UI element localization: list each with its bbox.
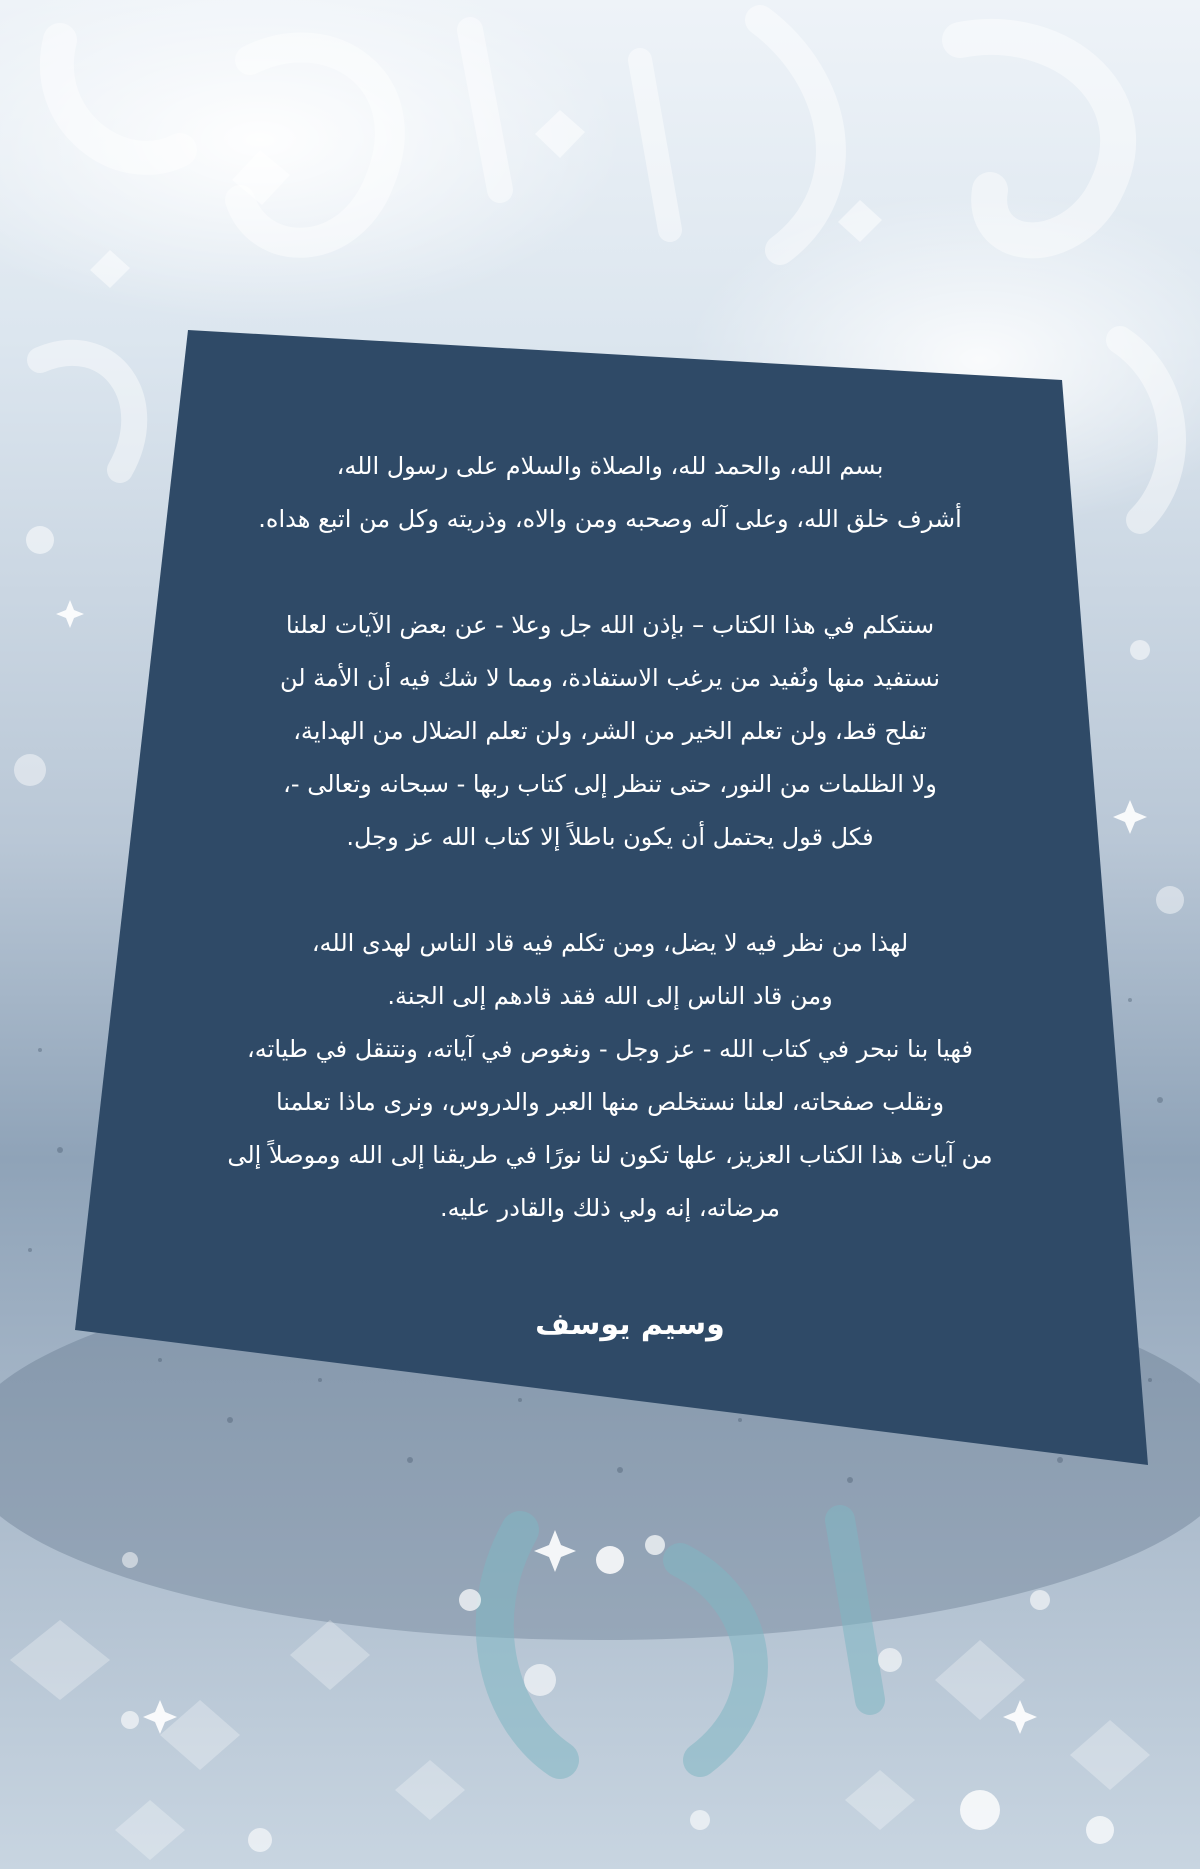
- text-line: فكل قول يحتمل أن يكون باطلاً إلا كتاب الله عز وجل.: [346, 823, 874, 851]
- text-line: تفلح قط، ولن تعلم الخير من الشر، ولن تعلم الضلال من الهداية،: [293, 717, 927, 745]
- text-line: ومن قاد الناس إلى الله فقد قادهم إلى الجنة.: [387, 982, 833, 1010]
- text-line: أشرف خلق الله، وعلى آله وصحبه ومن والاه، وذريته وكل من اتبع هداه.: [258, 505, 962, 533]
- text-line: ونقلب صفحاته، لعلنا نستخلص منها العبر والدروس، ونرى ماذا تعلمنا: [275, 1088, 945, 1116]
- text-line: فهيا بنا نبحر في كتاب الله - عز وجل - ونغوص في آياته، ونتنقل في طياته،: [247, 1035, 973, 1063]
- text-line: من آيات هذا الكتاب العزيز، علها تكون لنا نورًا في طريقنا إلى الله وموصلاً إلى: [227, 1141, 993, 1169]
- text-line: مرضاته، إنه ولي ذلك والقادر عليه.: [440, 1194, 780, 1222]
- text-line: لهذا من نظر فيه لا يضل، ومن تكلم فيه قاد الناس لهدى الله،: [311, 929, 909, 957]
- preface-text: [150, 440, 1070, 1235]
- paragraph-opening: [150, 440, 1070, 546]
- text-line: بسم الله، والحمد لله، والصلاة والسلام على رسول الله،: [336, 452, 884, 480]
- paragraph-closing: [150, 917, 1070, 1235]
- text-line: سنتكلم في هذا الكتاب – بإذن الله جل وعلا - عن بعض الآيات لعلنا: [285, 611, 935, 639]
- text-line: ولا الظلمات من النور، حتى تنظر إلى كتاب ربها - سبحانه وتعالى -،: [283, 770, 937, 798]
- text-line: نستفيد منها ونُفيد من يرغب الاستفادة، ومما لا شك فيه أن الأمة لن: [279, 664, 941, 692]
- paragraph-intro: [150, 599, 1070, 864]
- author-signature: وسيم يوسف: [535, 1307, 725, 1342]
